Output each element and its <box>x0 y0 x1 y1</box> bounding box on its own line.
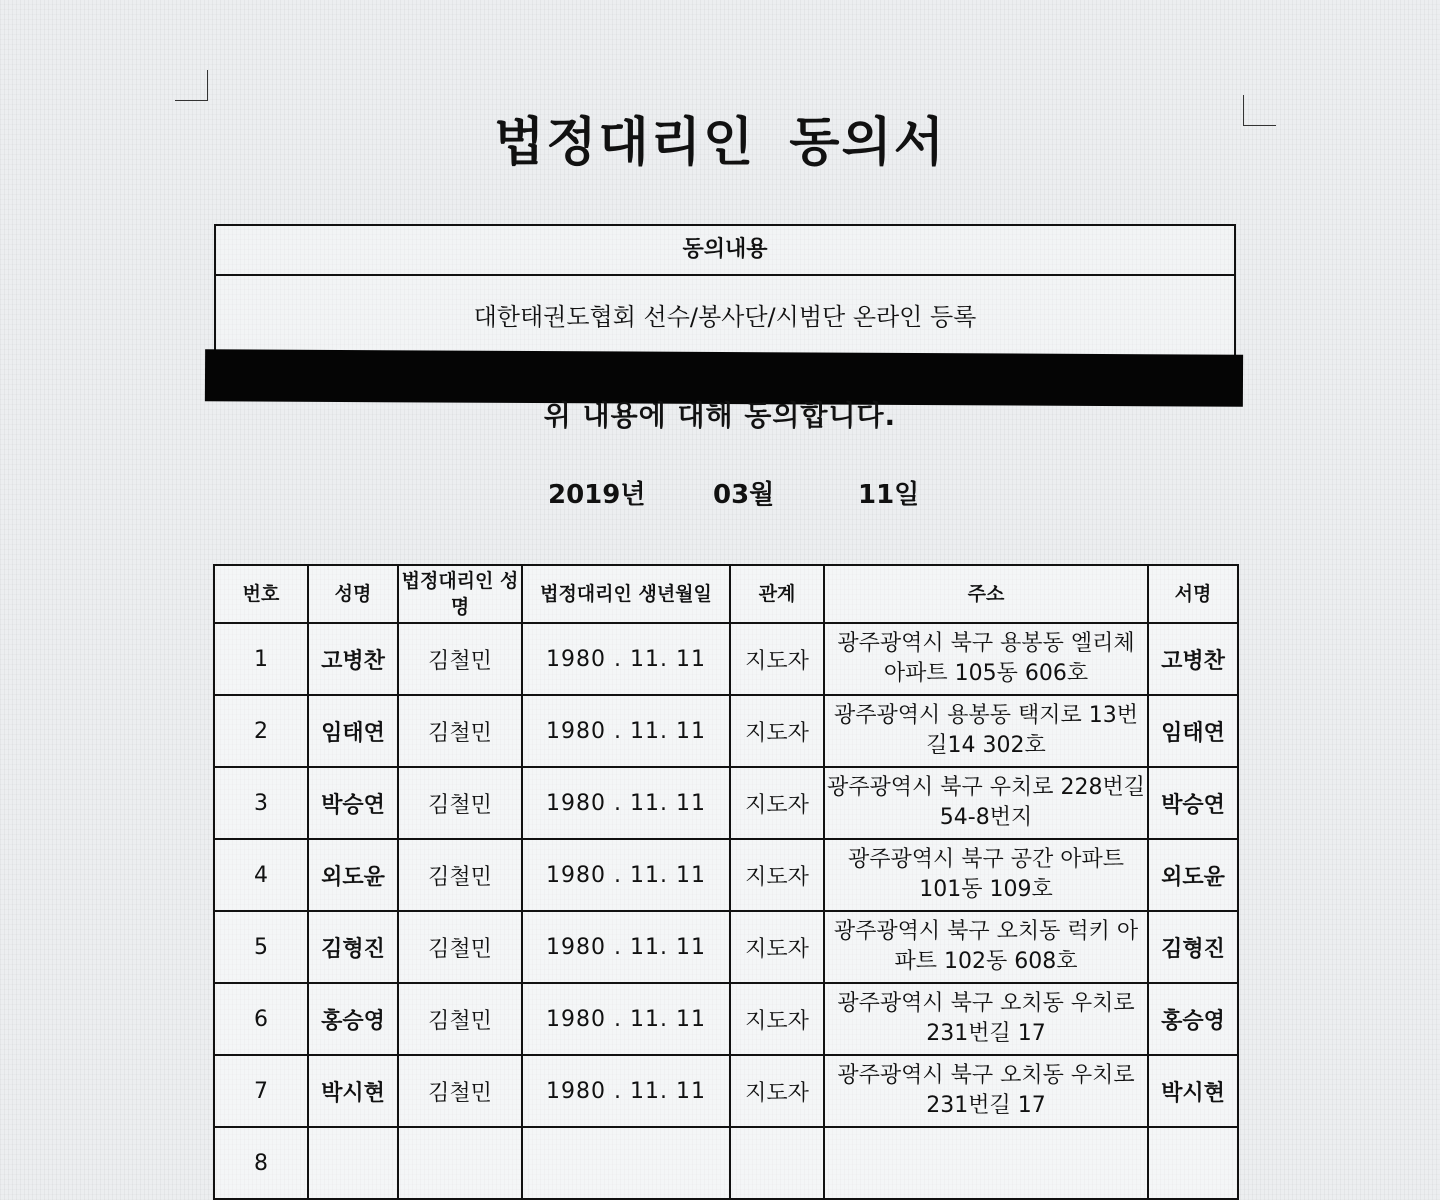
cell-signature: 고병찬 <box>1148 623 1238 695</box>
table-row <box>214 767 1238 839</box>
cell-guardian-name: 김철민 <box>398 983 522 1055</box>
cell-address: 광주광역시 북구 용봉동 엘리체 아파트 105동 606호 <box>824 623 1148 695</box>
cell-name: 박시현 <box>308 1055 398 1127</box>
cell-signature: 박승연 <box>1148 767 1238 839</box>
cell-name: 홍승영 <box>308 983 398 1055</box>
cell-guardian-birth: 1980 . 11. 11 <box>522 1055 730 1127</box>
cell-name <box>308 1127 398 1199</box>
cell-number: 1 <box>214 623 308 695</box>
cell-guardian-birth: 1980 . 11. 11 <box>522 695 730 767</box>
cell-relation: 지도자 <box>730 911 824 983</box>
consent-content: 대한태권도협회 선수/봉사단/시범단 온라인 등록 <box>473 303 977 331</box>
table-header-row <box>214 565 1238 623</box>
header-col-name: 성명 <box>308 565 398 623</box>
cell-number: 2 <box>214 695 308 767</box>
date-month: 03월 <box>713 480 775 510</box>
date-year: 2019년 <box>548 480 646 510</box>
cell-guardian-birth: 1980 . 11. 11 <box>522 983 730 1055</box>
cell-address: 광주광역시 북구 오치동 우치로 231번길 17 <box>824 1055 1148 1127</box>
cell-guardian-name: 김철민 <box>398 767 522 839</box>
header-col-number: 번호 <box>214 565 308 623</box>
cell-guardian-birth: 1980 . 11. 11 <box>522 623 730 695</box>
cell-signature: 외도윤 <box>1148 839 1238 911</box>
cell-number: 4 <box>214 839 308 911</box>
cell-guardian-name: 김철민 <box>398 695 522 767</box>
consent-box <box>214 224 1236 358</box>
table-row <box>214 983 1238 1055</box>
cell-guardian-name: 김철민 <box>398 839 522 911</box>
cell-relation: 지도자 <box>730 1055 824 1127</box>
header-col-guardian-birth: 법정대리인 생년월일 <box>522 565 730 623</box>
cell-name: 고병찬 <box>308 623 398 695</box>
table-body <box>214 623 1238 1199</box>
cell-address: 광주광역시 용봉동 택지로 13번길14 302호 <box>824 695 1148 767</box>
cell-number: 8 <box>214 1127 308 1199</box>
header-col-relation: 관계 <box>730 565 824 623</box>
cell-signature: 임태연 <box>1148 695 1238 767</box>
cell-address: 광주광역시 북구 공간 아파트 101동 109호 <box>824 839 1148 911</box>
table-row <box>214 839 1238 911</box>
cell-signature <box>1148 1127 1238 1199</box>
cell-relation: 지도자 <box>730 695 824 767</box>
table-row <box>214 1055 1238 1127</box>
crop-mark-top-left <box>175 70 208 101</box>
header-col-address: 주소 <box>824 565 1148 623</box>
table-row <box>214 695 1238 767</box>
header-col-guardian-name: 법정대리인 성명 <box>398 565 522 623</box>
cell-number: 7 <box>214 1055 308 1127</box>
date-day: 11일 <box>858 480 920 510</box>
cell-guardian-name: 김철민 <box>398 1055 522 1127</box>
cell-guardian-name: 김철민 <box>398 623 522 695</box>
cell-name: 김형진 <box>308 911 398 983</box>
table-row <box>214 623 1238 695</box>
cell-guardian-birth: 1980 . 11. 11 <box>522 911 730 983</box>
cell-guardian-name <box>398 1127 522 1199</box>
cell-address: 광주광역시 북구 오치동 럭키 아파트 102동 608호 <box>824 911 1148 983</box>
cell-relation: 지도자 <box>730 767 824 839</box>
table-row <box>214 1127 1238 1199</box>
cell-relation <box>730 1127 824 1199</box>
cell-number: 3 <box>214 767 308 839</box>
cell-relation: 지도자 <box>730 623 824 695</box>
cell-guardian-birth: 1980 . 11. 11 <box>522 839 730 911</box>
cell-name: 박승연 <box>308 767 398 839</box>
consent-header: 동의내용 <box>216 226 1234 276</box>
cell-address: 광주광역시 북구 오치동 우치로 231번길 17 <box>824 983 1148 1055</box>
document-title: 법정대리인 동의서 <box>494 113 946 173</box>
cell-guardian-birth <box>522 1127 730 1199</box>
header-col-signature: 서명 <box>1148 565 1238 623</box>
cell-guardian-birth: 1980 . 11. 11 <box>522 767 730 839</box>
cell-address <box>824 1127 1148 1199</box>
cell-number: 5 <box>214 911 308 983</box>
cell-name: 임태연 <box>308 695 398 767</box>
cell-relation: 지도자 <box>730 983 824 1055</box>
cell-signature: 박시현 <box>1148 1055 1238 1127</box>
cell-address: 광주광역시 북구 우치로 228번길 54-8번지 <box>824 767 1148 839</box>
cell-signature: 홍승영 <box>1148 983 1238 1055</box>
agreement-statement: 위 내용에 대해 동의합니다. <box>543 399 897 432</box>
table-row <box>214 911 1238 983</box>
cell-name: 외도윤 <box>308 839 398 911</box>
guardian-consent-table <box>213 564 1239 1200</box>
cell-guardian-name: 김철민 <box>398 911 522 983</box>
cell-number: 6 <box>214 983 308 1055</box>
cell-signature: 김형진 <box>1148 911 1238 983</box>
cell-relation: 지도자 <box>730 839 824 911</box>
